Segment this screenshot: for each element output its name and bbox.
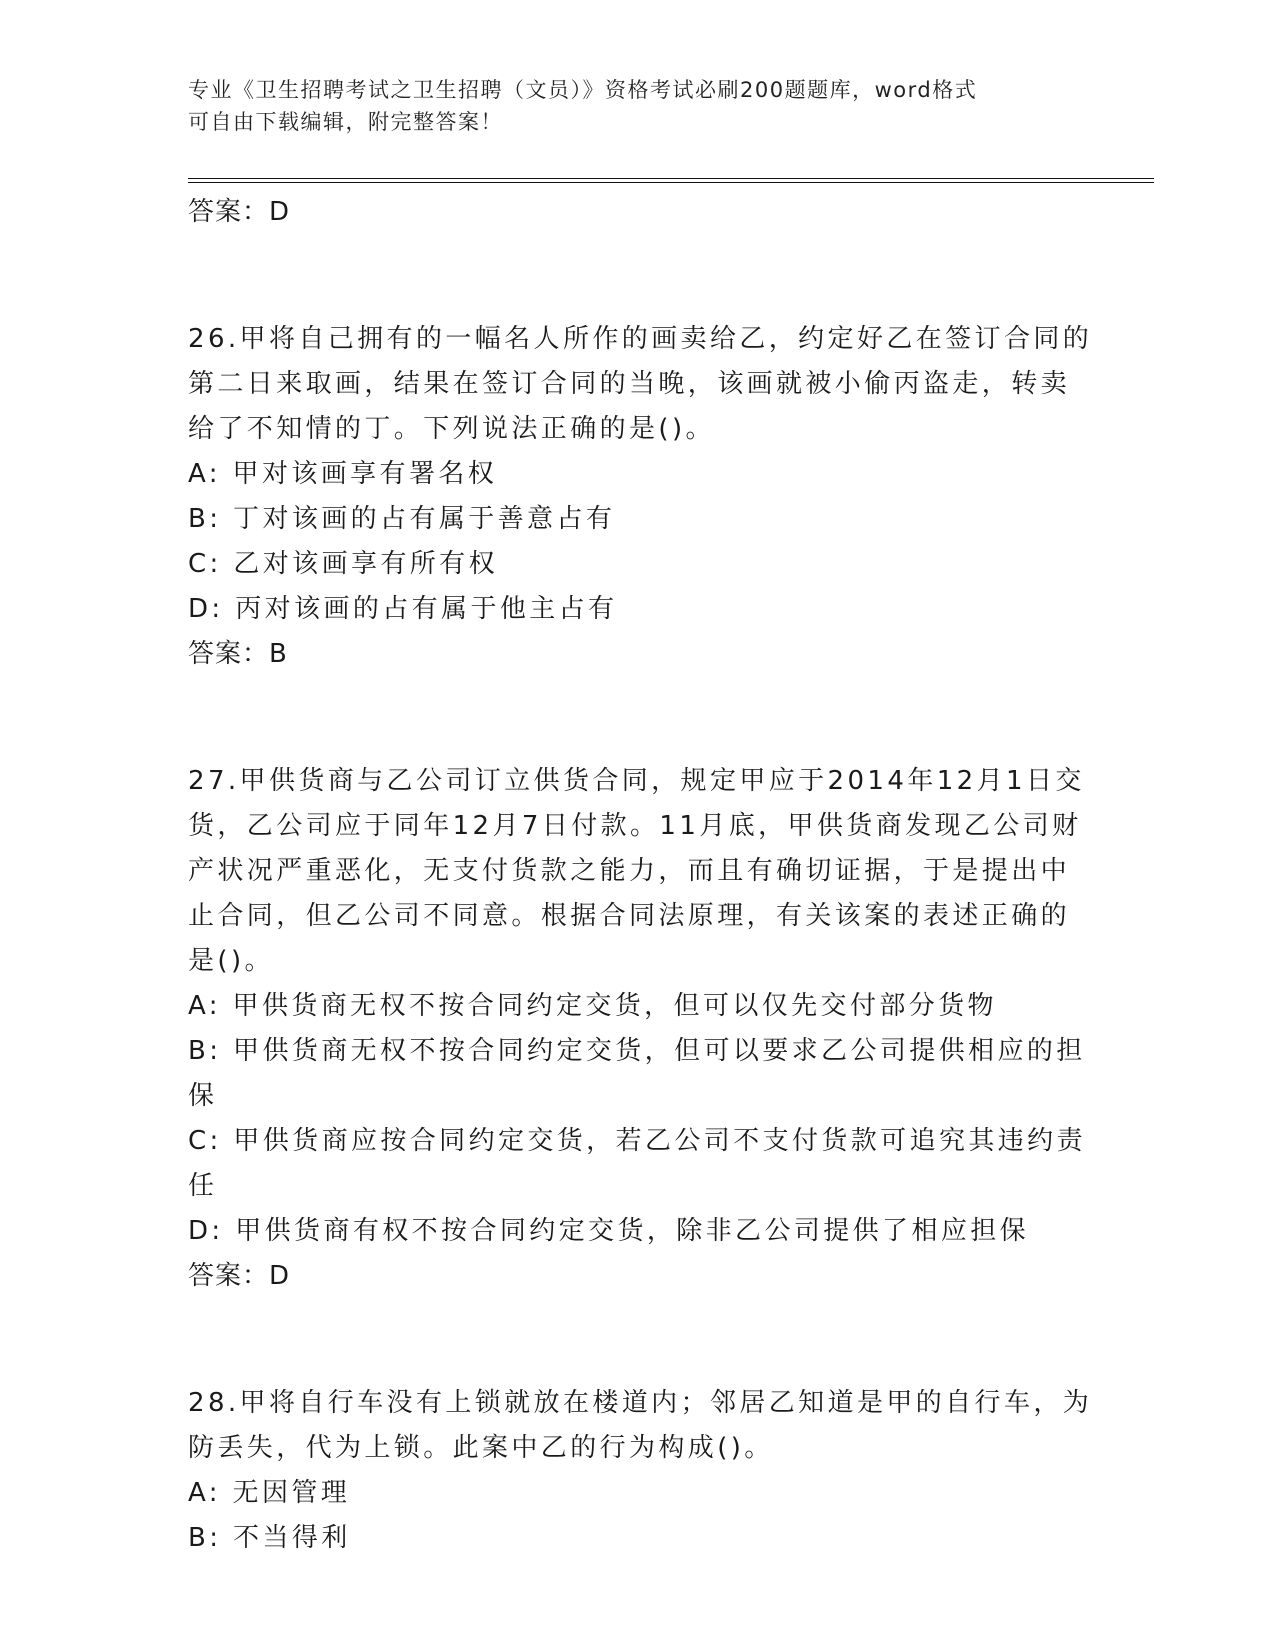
question-stem-line: 防丢失，代为上锁。此案中乙的行为构成()。 [188, 1433, 774, 1463]
header-rule-top [188, 178, 1154, 179]
option-d: D: 丙对该画的占有属于他主占有 [188, 594, 618, 624]
question-stem-line: 产状况严重恶化，无支付货款之能力，而且有确切证据，于是提出中 [188, 856, 1071, 886]
spacer [188, 235, 1088, 317]
question-stem-line: 28.甲将自行车没有上锁就放在楼道内；邻居乙知道是甲的自行车，为 [188, 1388, 1093, 1418]
option-b: B: 不当得利 [188, 1523, 351, 1553]
question-stem-line: 货，乙公司应于同年12月7日付款。11月底，甲供货商发现乙公司财 [188, 811, 1082, 841]
spacer [188, 677, 1088, 759]
question-stem-line: 是()。 [188, 946, 274, 976]
previous-answer: 答案：D [188, 197, 291, 227]
spacer [188, 1299, 1088, 1381]
option-a: A: 甲供货商无权不按合同约定交货，但可以仅先交付部分货物 [188, 991, 997, 1021]
option-b: B: 甲供货商无权不按合同约定交货，但可以要求乙公司提供相应的担 [188, 1036, 1086, 1066]
question-stem-line: 给了不知情的丁。下列说法正确的是()。 [188, 414, 715, 444]
question-stem-line: 止合同，但乙公司不同意。根据合同法原理，有关该案的表述正确的 [188, 901, 1071, 931]
answer-26: 答案：B [188, 639, 288, 669]
option-a: A: 无因管理 [188, 1478, 351, 1508]
question-27 [188, 759, 1088, 1299]
option-a: A: 甲对该画享有署名权 [188, 459, 498, 489]
option-c-continued: 任 [188, 1171, 218, 1201]
header-line-1: 专业《卫生招聘考试之卫生招聘（文员）》资格考试必刷200题题库，word格式 [188, 78, 978, 102]
option-d: D: 甲供货商有权不按合同约定交货，除非乙公司提供了相应担保 [188, 1216, 1030, 1246]
header-rule-bottom [188, 182, 1154, 183]
page-header [188, 74, 1068, 138]
question-content [188, 190, 1093, 1561]
option-b: B: 丁对该画的占有属于善意占有 [188, 504, 616, 534]
question-26 [188, 317, 1093, 677]
option-c: C: 乙对该画享有所有权 [188, 549, 498, 579]
option-b-continued: 保 [188, 1081, 218, 1111]
option-c: C: 甲供货商应按合同约定交货，若乙公司不支付货款可追究其违约责 [188, 1126, 1086, 1156]
question-stem-line: 26.甲将自己拥有的一幅名人所作的画卖给乙，约定好乙在签订合同的 [188, 324, 1093, 354]
question-28 [188, 1381, 1093, 1561]
answer-27: 答案：D [188, 1261, 291, 1291]
question-stem-line: 第二日来取画，结果在签订合同的当晚，该画就被小偷丙盗走，转卖 [188, 369, 1071, 399]
header-line-2: 可自由下载编辑，附完整答案！ [188, 110, 503, 134]
question-stem-line: 27.甲供货商与乙公司订立供货合同，规定甲应于2014年12月1日交 [188, 766, 1085, 796]
